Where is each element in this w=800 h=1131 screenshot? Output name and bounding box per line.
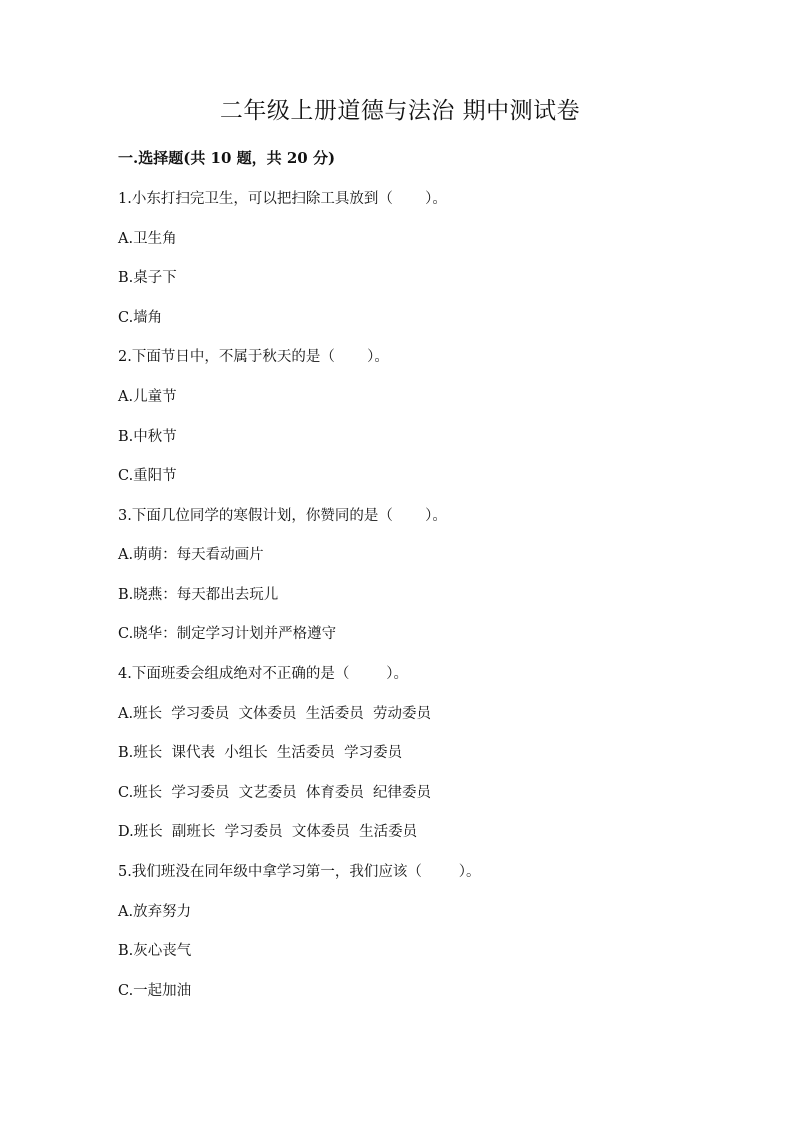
question-1-stem: 1.小东打扫完卫生，可以把扫除工具放到（ ）。 bbox=[118, 191, 447, 207]
question-2-stem: 2.下面节日中，不属于秋天的是（ ）。 bbox=[118, 349, 389, 365]
question-5-option-c: C.一起加油 bbox=[118, 983, 192, 999]
question-4-option-b: B.班长 课代表 小组长 生活委员 学习委员 bbox=[118, 745, 403, 761]
page-title: 二年级上册道德与法治 期中测试卷 bbox=[219, 98, 581, 124]
question-3-stem: 3.下面几位同学的寒假计划，你赞同的是（ ）。 bbox=[118, 508, 447, 524]
question-5-option-a: A.放弃努力 bbox=[118, 904, 192, 920]
question-4-option-c: C.班长 学习委员 文艺委员 体育委员 纪律委员 bbox=[118, 785, 432, 801]
question-2-option-a: A.儿童节 bbox=[118, 389, 177, 405]
question-1-option-b: B.桌子下 bbox=[118, 270, 177, 286]
question-4-stem: 4.下面班委会组成绝对不正确的是（ ）。 bbox=[118, 666, 408, 682]
question-2-option-b: B.中秋节 bbox=[118, 429, 177, 445]
question-1-option-a: A.卫生角 bbox=[118, 231, 177, 247]
question-5-stem: 5.我们班没在同年级中拿学习第一，我们应该（ ）。 bbox=[118, 864, 481, 880]
question-5-option-b: B.灰心丧气 bbox=[118, 943, 192, 959]
section-heading: 一.选择题(共 10 题，共 20 分) bbox=[118, 149, 336, 167]
question-3-option-b: B.晓燕：每天都出去玩儿 bbox=[118, 587, 279, 603]
question-3-option-a: A.萌萌：每天看动画片 bbox=[118, 547, 264, 563]
question-4-option-d: D.班长 副班长 学习委员 文体委员 生活委员 bbox=[118, 824, 418, 840]
question-1-option-c: C.墙角 bbox=[118, 310, 163, 326]
question-3-option-c: C.晓华：制定学习计划并严格遵守 bbox=[118, 626, 337, 642]
question-4-option-a: A.班长 学习委员 文体委员 生活委员 劳动委员 bbox=[118, 706, 431, 722]
question-2-option-c: C.重阳节 bbox=[118, 468, 177, 484]
